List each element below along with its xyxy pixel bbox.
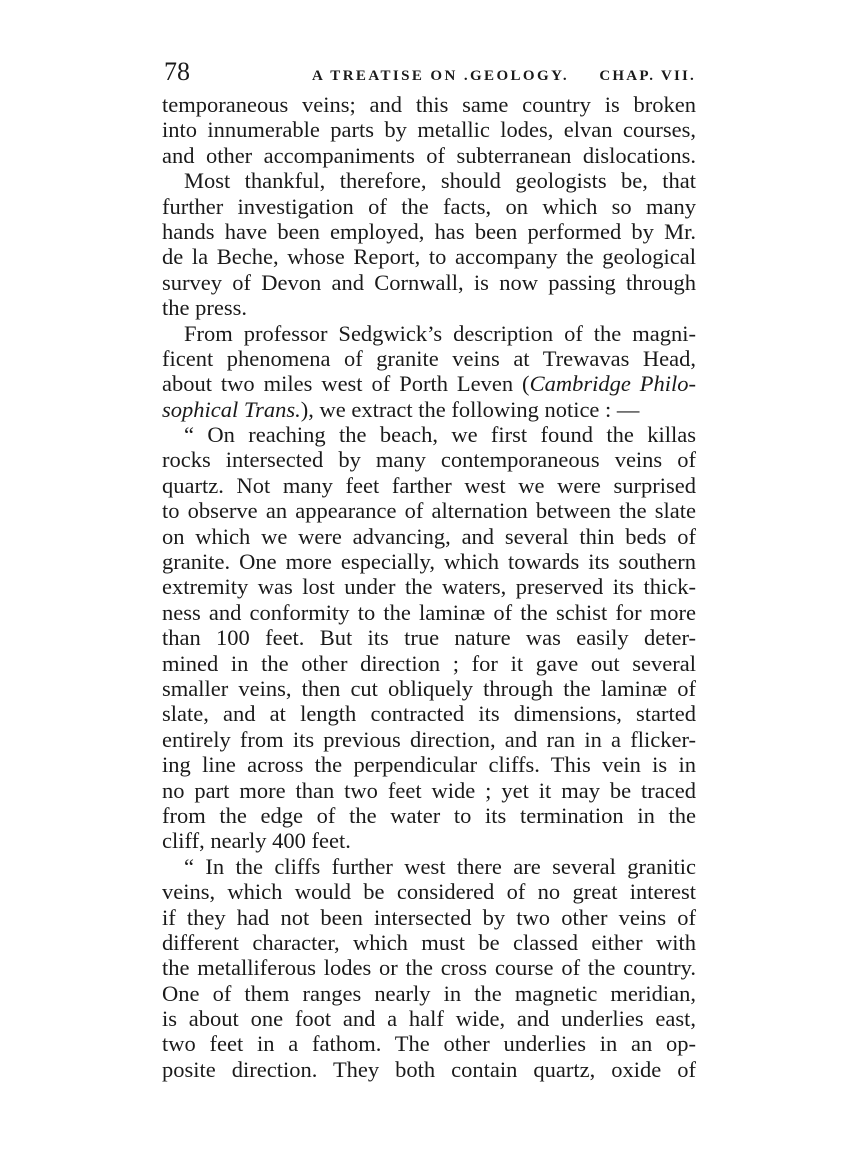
text-line: posite direction. They both contain quartz, oxide of — [162, 1056, 696, 1082]
text-line: mined in the other direction ; for it gave out several — [162, 650, 696, 676]
text-line: than 100 feet. But its true nature was easily deter- — [162, 625, 696, 651]
text-line: on which we were advancing, and several thin beds of — [162, 523, 696, 549]
text-line: One of them ranges nearly in the magnetic meridian, — [162, 980, 696, 1006]
text-segment: ), we extract the following notice : — — [300, 396, 640, 422]
text-line: different character, which must be classed either with — [162, 929, 696, 955]
text-line: veins, which would be considered of no great interest — [162, 879, 696, 905]
text-line: into innumerable parts by metallic lodes, elvan courses, — [162, 117, 696, 143]
running-head — [162, 52, 696, 92]
text-line — [162, 397, 696, 422]
text-line: cliff, nearly 400 feet. — [162, 828, 351, 854]
text-line: ness and conformity to the laminæ of the schist for more — [162, 599, 696, 625]
text-line: from the edge of the water to its termination in the — [162, 802, 696, 828]
text-line: de la Beche, whose Report, to accompany the geological — [162, 244, 696, 270]
text-line: temporaneous veins; and this same country is broken — [162, 92, 696, 117]
text-line: ficent phenomena of granite veins at Trewavas Head, — [162, 345, 696, 371]
page-number: 78 — [164, 57, 190, 86]
italic-citation: sophical Trans. — [162, 396, 301, 422]
text-line: is about one foot and a half wide, and underlies east, — [162, 1006, 696, 1032]
text-line: the metalliferous lodes or the cross course of the country. — [162, 955, 696, 981]
text-line: slate, and at length contracted its dimensions, started — [162, 701, 696, 727]
text-line: “ On reaching the beach, we first found the killas — [184, 422, 696, 448]
text-line: granite. One more especially, which towards its southern — [162, 549, 696, 575]
chapter-label: CHAP. VII. — [599, 68, 696, 84]
text-line: hands have been employed, has been performed by Mr. — [162, 218, 696, 244]
text-line: survey of Devon and Cornwall, is now passing through — [162, 269, 696, 295]
text-line: two feet in a fathom. The other underlies in an op- — [162, 1031, 696, 1057]
text-line: “ In the cliffs further west there are several granitic — [184, 853, 696, 879]
text-line: quartz. Not many feet farther west we were surprised — [162, 472, 696, 498]
text-line: the press. — [162, 295, 247, 321]
text-line: extremity was lost under the waters, preserved its thick- — [162, 574, 696, 600]
text-line: ing line across the perpendicular cliffs. This vein is in — [162, 752, 696, 778]
text-line: Most thankful, therefore, should geologists be, that — [184, 168, 696, 194]
text-line: no part more than two feet wide ; yet it may be traced — [162, 777, 696, 803]
text-line: smaller veins, then cut obliquely through the laminæ of — [162, 675, 696, 701]
text-line: further investigation of the facts, on which so many — [162, 193, 696, 219]
text-line: to observe an appearance of alternation between the slate — [162, 498, 696, 524]
text-line — [162, 371, 696, 396]
running-title: A TREATISE ON .GEOLOGY. — [312, 68, 570, 84]
italic-citation: Cambridge Philo- — [529, 371, 696, 397]
text-line: entirely from its previous direction, and ran in a flicker- — [162, 726, 696, 752]
text-line: if they had not been intersected by two other veins of — [162, 904, 696, 930]
text-line: and other accompaniments of subterranean dislocations. — [162, 142, 696, 168]
body-text — [162, 92, 696, 1082]
text-line: rocks intersected by many contemporaneous veins of — [162, 447, 696, 473]
text-line: From professor Sedgwick’s description of the magni- — [184, 320, 696, 346]
book-page — [162, 52, 696, 1082]
text-segment: about two miles west of Porth Leven ( — [162, 371, 530, 397]
